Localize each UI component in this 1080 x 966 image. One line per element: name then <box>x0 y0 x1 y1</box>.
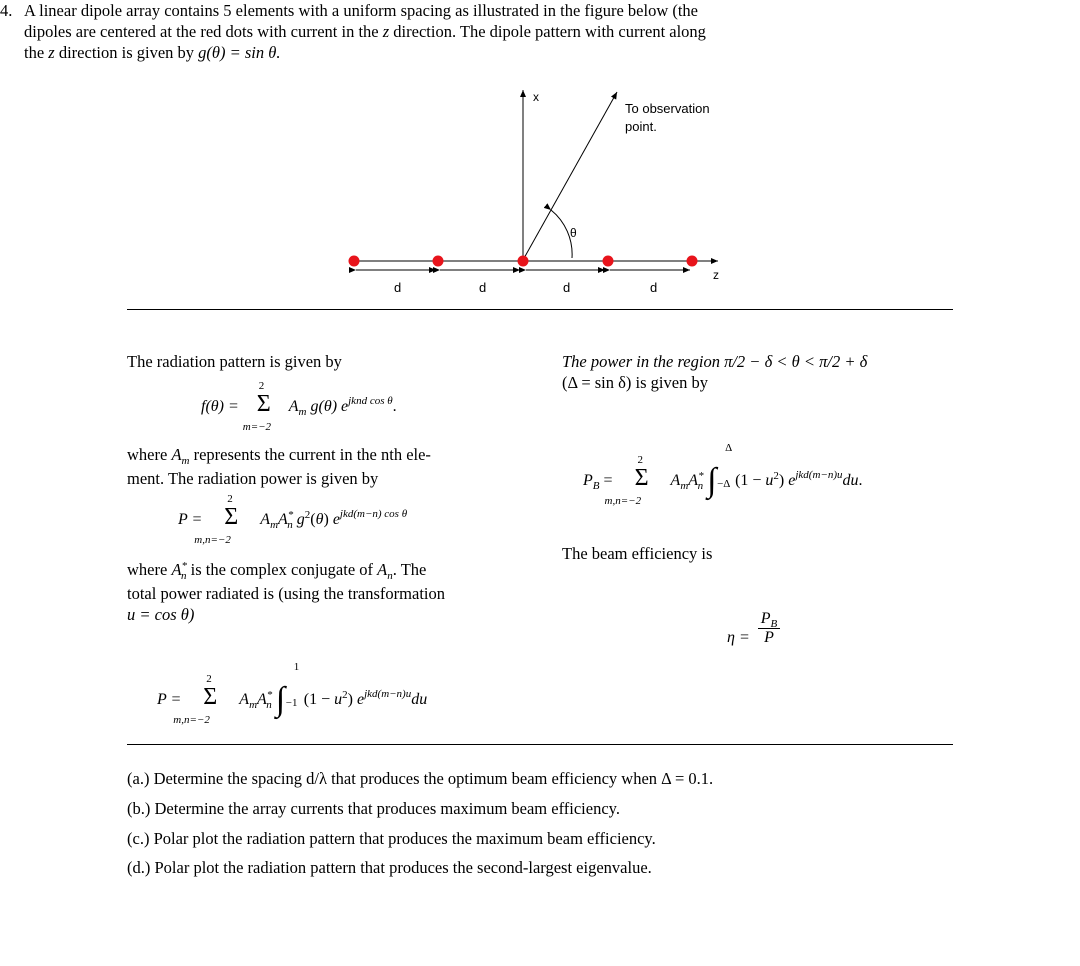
observation-label-line1: To observation <box>625 101 710 116</box>
pattern-equation: f(θ) = 2 Σ m=−2 $A_m$ g(θ) $e^{jknd cos \theta}$. <box>201 380 397 433</box>
problem-line-3: the z direction is given by g(θ) = sin θ. <box>24 43 281 62</box>
dipole-dot <box>603 256 614 267</box>
beam-efficiency-intro: The beam efficiency is <box>562 544 713 563</box>
dipole-dot <box>518 256 529 267</box>
spacing-label-1: d <box>394 280 402 295</box>
problem-line-1: A linear dipole array contains 5 elements with a uniform spacing as illustrated in the figure below (the <box>24 1 699 20</box>
divider-top <box>127 309 953 310</box>
pattern-intro: The radiation pattern is given by <box>127 352 342 371</box>
power-region-text: The power in the region π/2 − δ < θ < π/2 + δ (Δ = sin δ) is given by <box>562 352 868 392</box>
spacing-label-3: d <box>563 280 571 295</box>
z-axis-label: z <box>713 268 719 282</box>
beam-power-equation: $P_B$ = 2 Σ m,n=−2 $A_mA^*_n$ ∫ Δ −Δ $(1 - u^2)$ $e^{jkd(m-n)u}du$. <box>583 442 863 507</box>
question-d: (d.) Polar plot the radiation pattern that produces the second-largest eigenvalue. <box>127 858 652 877</box>
x-axis-label: x <box>533 90 539 104</box>
divider-bottom <box>127 744 953 745</box>
problem-number: 4. <box>0 1 13 20</box>
array-figure <box>0 0 1080 310</box>
dipole-dot <box>349 256 360 267</box>
problem-line-2: dipoles are centered at the red dots with current in the z direction. The dipole pattern with current along <box>24 22 706 41</box>
question-c: (c.) Polar plot the radiation pattern that produces the maximum beam efficiency. <box>127 829 656 848</box>
theta-arc <box>551 210 572 258</box>
where-am-text: where $A_m$ represents the current in the nth ele- ment. The radiation power is given by <box>127 445 431 488</box>
beam-efficiency-equation: η = $\frac{P_B}{P}$ <box>727 610 780 647</box>
observation-label-line2: point. <box>625 119 657 134</box>
total-power-integral: P = 2 Σ m,n=−2 $A_mA^*_n$ ∫ 1 −1 $(1 - u^2)$ $e^{jkd(m-n)u}du$ <box>157 661 428 726</box>
dipole-dot <box>687 256 698 267</box>
theta-label: θ <box>570 226 577 240</box>
spacing-label-4: d <box>650 280 658 295</box>
question-a: (a.) Determine the spacing d/λ that produces the optimum beam efficiency when Δ = 0.1. <box>127 769 714 788</box>
dipole-dot <box>433 256 444 267</box>
conjugate-text: where $A^*_n$ is the complex conjugate of $A_n$. The total power radiated is (using the transformation u = cos θ) <box>127 560 445 624</box>
question-b: (b.) Determine the array currents that produces maximum beam efficiency. <box>127 799 620 818</box>
spacing-label-2: d <box>479 280 487 295</box>
power-equation: P = 2 Σ m,n=−2 $A_mA^*_n$ $g^2(\theta)$ $e^{jkd(m-n) cos \theta}$ <box>178 493 408 546</box>
